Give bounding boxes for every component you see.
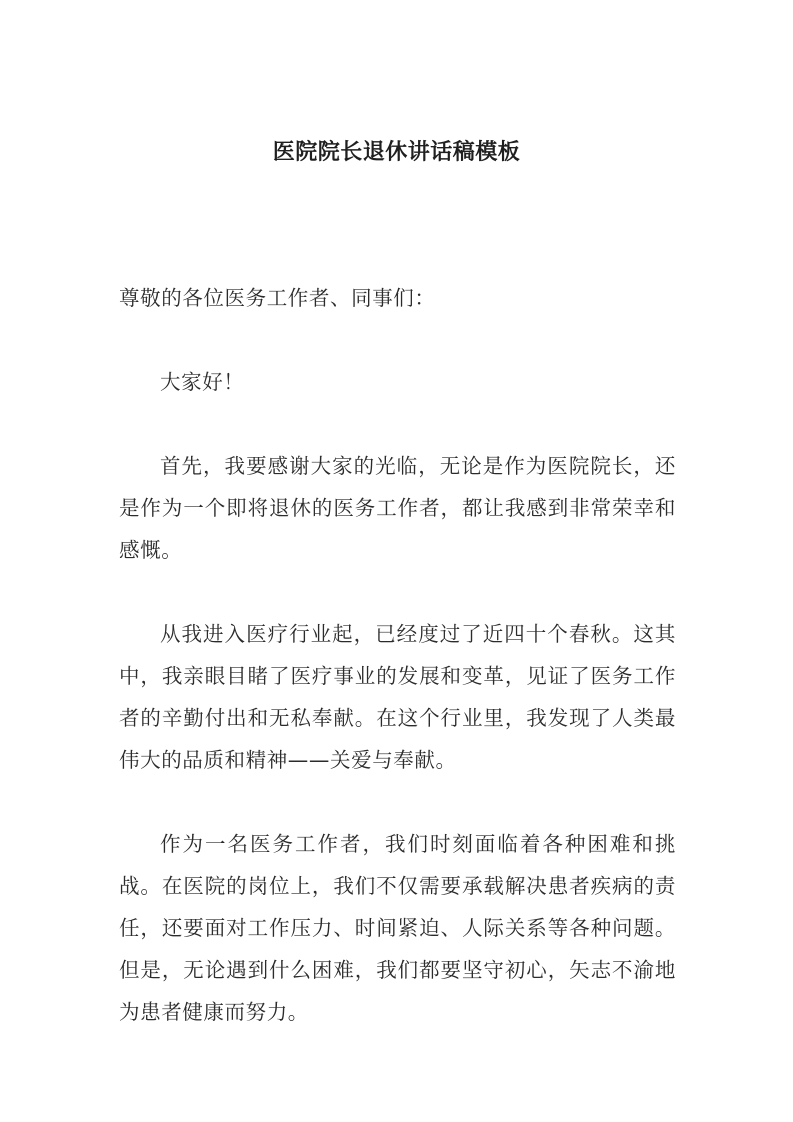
paragraph-challenges: 作为一名医务工作者，我们时刻面临着各种困难和挑战。在医院的岗位上，我们不仅需要承载解决患者疾病的责任，还要面对工作压力、时间紧迫、人际关系等各种问题。但是，无论遇到什么困难，我们都要坚守初心，矢志不渝地为患者健康而努力。 — [119, 832, 676, 1024]
paragraph-career-retrospective: 从我进入医疗行业起，已经度过了近四十个春秋。这其中，我亲眼目睹了医疗事业的发展和变革，见证了医务工作者的辛勤付出和无私奉献。在这个行业里，我发现了人类最伟大的品质和精神——关爱与奉献。 — [119, 622, 676, 772]
paragraph-salutation: 尊敬的各位医务工作者、同事们： — [119, 286, 436, 310]
page-title: 医院院长退休讲话稿模板 — [272, 139, 521, 165]
paragraph-greeting: 大家好！ — [160, 370, 245, 394]
paragraph-thanks: 首先，我要感谢大家的光临，无论是作为医院院长，还是作为一个即将退休的医务工作者，都让我感到非常荣幸和感慨。 — [119, 454, 676, 562]
document-body — [119, 277, 676, 1033]
